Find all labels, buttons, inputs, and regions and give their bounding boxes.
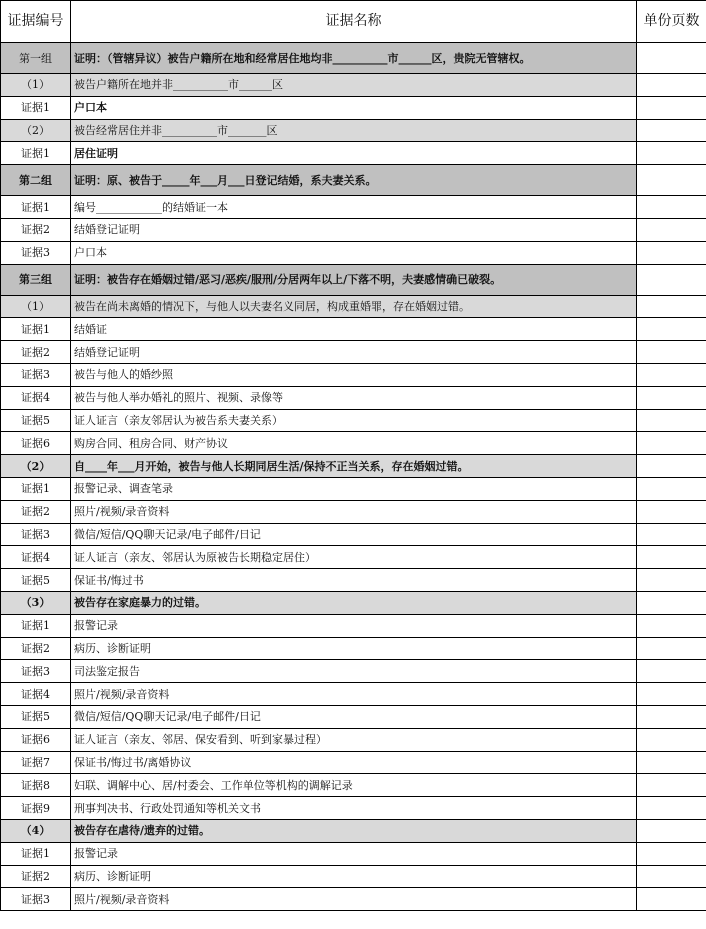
evidence-number-cell: 证据6	[1, 728, 71, 751]
evidence-name-cell: 病历、诊断证明	[71, 865, 637, 888]
pages-cell[interactable]	[637, 165, 706, 196]
evidence-item-row	[1, 865, 706, 888]
table-header-row	[1, 1, 706, 43]
evidence-item-row	[1, 142, 706, 165]
header-evidence-name: 证据名称	[71, 1, 637, 43]
pages-cell[interactable]	[637, 196, 706, 219]
pages-cell[interactable]	[637, 477, 706, 500]
evidence-number-cell: 证据3	[1, 523, 71, 546]
evidence-number-cell: 证据3	[1, 241, 71, 264]
evidence-number-cell: 证据3	[1, 888, 71, 911]
evidence-item-row	[1, 660, 706, 683]
evidence-item-row	[1, 888, 706, 911]
evidence-name-cell: 自____年___月开始，被告与他人长期同居生活/保持不正当关系，存在婚姻过错。	[71, 455, 637, 478]
evidence-name-cell: 证明：原、被告于_____年___月___日登记结婚，系夫妻关系。	[71, 165, 637, 196]
evidence-name-cell: 证人证言（亲友、邻居、保安看到、听到家暴过程）	[71, 728, 637, 751]
evidence-subgroup-row	[1, 455, 706, 478]
evidence-item-row	[1, 196, 706, 219]
evidence-number-cell: 证据8	[1, 774, 71, 797]
pages-cell[interactable]	[637, 43, 706, 74]
evidence-name-cell: 被告户籍所在地并非__________市______区	[71, 74, 637, 97]
pages-cell[interactable]	[637, 774, 706, 797]
evidence-item-row	[1, 751, 706, 774]
pages-cell[interactable]	[637, 751, 706, 774]
evidence-name-cell: 被告经常居住并非__________市_______区	[71, 119, 637, 142]
evidence-item-row	[1, 318, 706, 341]
evidence-name-cell: 报警记录、调查笔录	[71, 477, 637, 500]
evidence-number-cell: 证据1	[1, 614, 71, 637]
evidence-item-row	[1, 500, 706, 523]
evidence-name-cell: 照片/视频/录音资料	[71, 683, 637, 706]
evidence-number-cell: 证据1	[1, 477, 71, 500]
evidence-number-cell: 证据4	[1, 546, 71, 569]
evidence-name-cell: 被告在尚未离婚的情况下，与他人以夫妻名义同居，构成重婚罪，存在婚姻过错。	[71, 295, 637, 318]
pages-cell[interactable]	[637, 363, 706, 386]
evidence-rows	[1, 43, 706, 911]
evidence-subgroup-row	[1, 119, 706, 142]
evidence-item-row	[1, 683, 706, 706]
evidence-number-cell: （3）	[1, 591, 71, 614]
pages-cell[interactable]	[637, 341, 706, 364]
evidence-item-row	[1, 218, 706, 241]
pages-cell[interactable]	[637, 523, 706, 546]
evidence-number-cell: 证据3	[1, 660, 71, 683]
pages-cell[interactable]	[637, 705, 706, 728]
evidence-name-cell: 户口本	[71, 241, 637, 264]
pages-cell[interactable]	[637, 614, 706, 637]
evidence-name-cell: 照片/视频/录音资料	[71, 500, 637, 523]
evidence-number-cell: 证据4	[1, 683, 71, 706]
evidence-item-row	[1, 797, 706, 820]
pages-cell[interactable]	[637, 241, 706, 264]
evidence-item-row	[1, 241, 706, 264]
evidence-name-cell: 微信/短信/QQ聊天记录/电子邮件/日记	[71, 705, 637, 728]
evidence-number-cell: （2）	[1, 455, 71, 478]
evidence-item-row	[1, 477, 706, 500]
pages-cell[interactable]	[637, 660, 706, 683]
evidence-item-row	[1, 842, 706, 865]
evidence-item-row	[1, 614, 706, 637]
pages-cell[interactable]	[637, 409, 706, 432]
evidence-name-cell: 证人证言（亲友、邻居认为原被告长期稳定居住）	[71, 546, 637, 569]
evidence-number-cell: 第一组	[1, 43, 71, 74]
evidence-name-cell: 保证书/悔过书	[71, 569, 637, 592]
evidence-subgroup-row	[1, 819, 706, 842]
evidence-name-cell: 户口本	[71, 96, 637, 119]
pages-cell[interactable]	[637, 218, 706, 241]
evidence-number-cell: 证据3	[1, 363, 71, 386]
pages-cell[interactable]	[637, 74, 706, 97]
evidence-name-cell: 证明：被告存在婚姻过错/恶习/恶疾/服刑/分居两年以上/下落不明，夫妻感情确已破裂。	[71, 264, 637, 295]
evidence-item-row	[1, 546, 706, 569]
evidence-name-cell: 编号____________的结婚证一本	[71, 196, 637, 219]
evidence-item-row	[1, 569, 706, 592]
evidence-number-cell: 证据5	[1, 409, 71, 432]
evidence-number-cell: 第二组	[1, 165, 71, 196]
evidence-number-cell: （1）	[1, 74, 71, 97]
evidence-number-cell: 证据6	[1, 432, 71, 455]
evidence-name-cell: 购房合同、租房合同、财产协议	[71, 432, 637, 455]
evidence-name-cell: 保证书/悔过书/离婚协议	[71, 751, 637, 774]
evidence-name-cell: 微信/短信/QQ聊天记录/电子邮件/日记	[71, 523, 637, 546]
evidence-number-cell: 证据1	[1, 196, 71, 219]
pages-cell[interactable]	[637, 455, 706, 478]
header-evidence-number: 证据编号	[1, 1, 71, 43]
pages-cell[interactable]	[637, 386, 706, 409]
pages-cell[interactable]	[637, 432, 706, 455]
pages-cell[interactable]	[637, 728, 706, 751]
evidence-subgroup-row	[1, 74, 706, 97]
evidence-name-cell: 病历、诊断证明	[71, 637, 637, 660]
pages-cell[interactable]	[637, 591, 706, 614]
evidence-number-cell: 证据1	[1, 142, 71, 165]
pages-cell[interactable]	[637, 888, 706, 911]
evidence-item-row	[1, 705, 706, 728]
pages-cell[interactable]	[637, 637, 706, 660]
evidence-name-cell: 结婚证	[71, 318, 637, 341]
evidence-group-row	[1, 43, 706, 74]
evidence-name-cell: 刑事判决书、行政处罚通知等机关文书	[71, 797, 637, 820]
pages-cell[interactable]	[637, 500, 706, 523]
evidence-name-cell: 结婚登记证明	[71, 218, 637, 241]
evidence-number-cell: 第三组	[1, 264, 71, 295]
evidence-number-cell: 证据2	[1, 500, 71, 523]
evidence-number-cell: 证据5	[1, 705, 71, 728]
evidence-group-row	[1, 165, 706, 196]
evidence-number-cell: 证据5	[1, 569, 71, 592]
pages-cell[interactable]	[637, 569, 706, 592]
evidence-item-row	[1, 341, 706, 364]
evidence-number-cell: 证据9	[1, 797, 71, 820]
evidence-subgroup-row	[1, 591, 706, 614]
pages-cell[interactable]	[637, 96, 706, 119]
evidence-number-cell: （1）	[1, 295, 71, 318]
evidence-name-cell: 妇联、调解中心、居/村委会、工作单位等机构的调解记录	[71, 774, 637, 797]
pages-cell[interactable]	[637, 797, 706, 820]
evidence-item-row	[1, 96, 706, 119]
evidence-name-cell: 被告存在家庭暴力的过错。	[71, 591, 637, 614]
evidence-name-cell: 照片/视频/录音资料	[71, 888, 637, 911]
evidence-name-cell: 被告与他人举办婚礼的照片、视频、录像等	[71, 386, 637, 409]
evidence-item-row	[1, 363, 706, 386]
evidence-name-cell: 证人证言（亲友邻居认为被告系夫妻关系）	[71, 409, 637, 432]
pages-cell[interactable]	[637, 142, 706, 165]
header-pages-per-copy: 单份页数	[637, 1, 706, 43]
evidence-number-cell: 证据2	[1, 218, 71, 241]
pages-cell[interactable]	[637, 683, 706, 706]
evidence-subgroup-row	[1, 295, 706, 318]
evidence-name-cell: 司法鉴定报告	[71, 660, 637, 683]
evidence-item-row	[1, 432, 706, 455]
evidence-name-cell: 被告与他人的婚纱照	[71, 363, 637, 386]
evidence-number-cell: 证据1	[1, 842, 71, 865]
evidence-name-cell: 报警记录	[71, 614, 637, 637]
evidence-number-cell: 证据1	[1, 96, 71, 119]
evidence-number-cell: 证据1	[1, 318, 71, 341]
evidence-item-row	[1, 409, 706, 432]
evidence-item-row	[1, 637, 706, 660]
pages-cell[interactable]	[637, 295, 706, 318]
evidence-item-row	[1, 728, 706, 751]
evidence-number-cell: 证据2	[1, 637, 71, 660]
evidence-item-row	[1, 774, 706, 797]
evidence-number-cell: 证据4	[1, 386, 71, 409]
evidence-name-cell: 结婚登记证明	[71, 341, 637, 364]
evidence-number-cell: 证据2	[1, 341, 71, 364]
evidence-item-row	[1, 386, 706, 409]
evidence-name-cell: 被告存在虐待/遗弃的过错。	[71, 819, 637, 842]
evidence-name-cell: 证明：（管辖异议）被告户籍所在地和经常居住地均非__________市______区，贵院无管辖权。	[71, 43, 637, 74]
pages-cell[interactable]	[637, 819, 706, 842]
pages-cell[interactable]	[637, 119, 706, 142]
pages-cell[interactable]	[637, 865, 706, 888]
evidence-item-row	[1, 523, 706, 546]
pages-cell[interactable]	[637, 546, 706, 569]
evidence-name-cell: 居住证明	[71, 142, 637, 165]
evidence-number-cell: （2）	[1, 119, 71, 142]
pages-cell[interactable]	[637, 318, 706, 341]
pages-cell[interactable]	[637, 842, 706, 865]
pages-cell[interactable]	[637, 264, 706, 295]
evidence-number-cell: 证据7	[1, 751, 71, 774]
evidence-name-cell: 报警记录	[71, 842, 637, 865]
evidence-number-cell: 证据2	[1, 865, 71, 888]
evidence-group-row	[1, 264, 706, 295]
evidence-number-cell: （4）	[1, 819, 71, 842]
